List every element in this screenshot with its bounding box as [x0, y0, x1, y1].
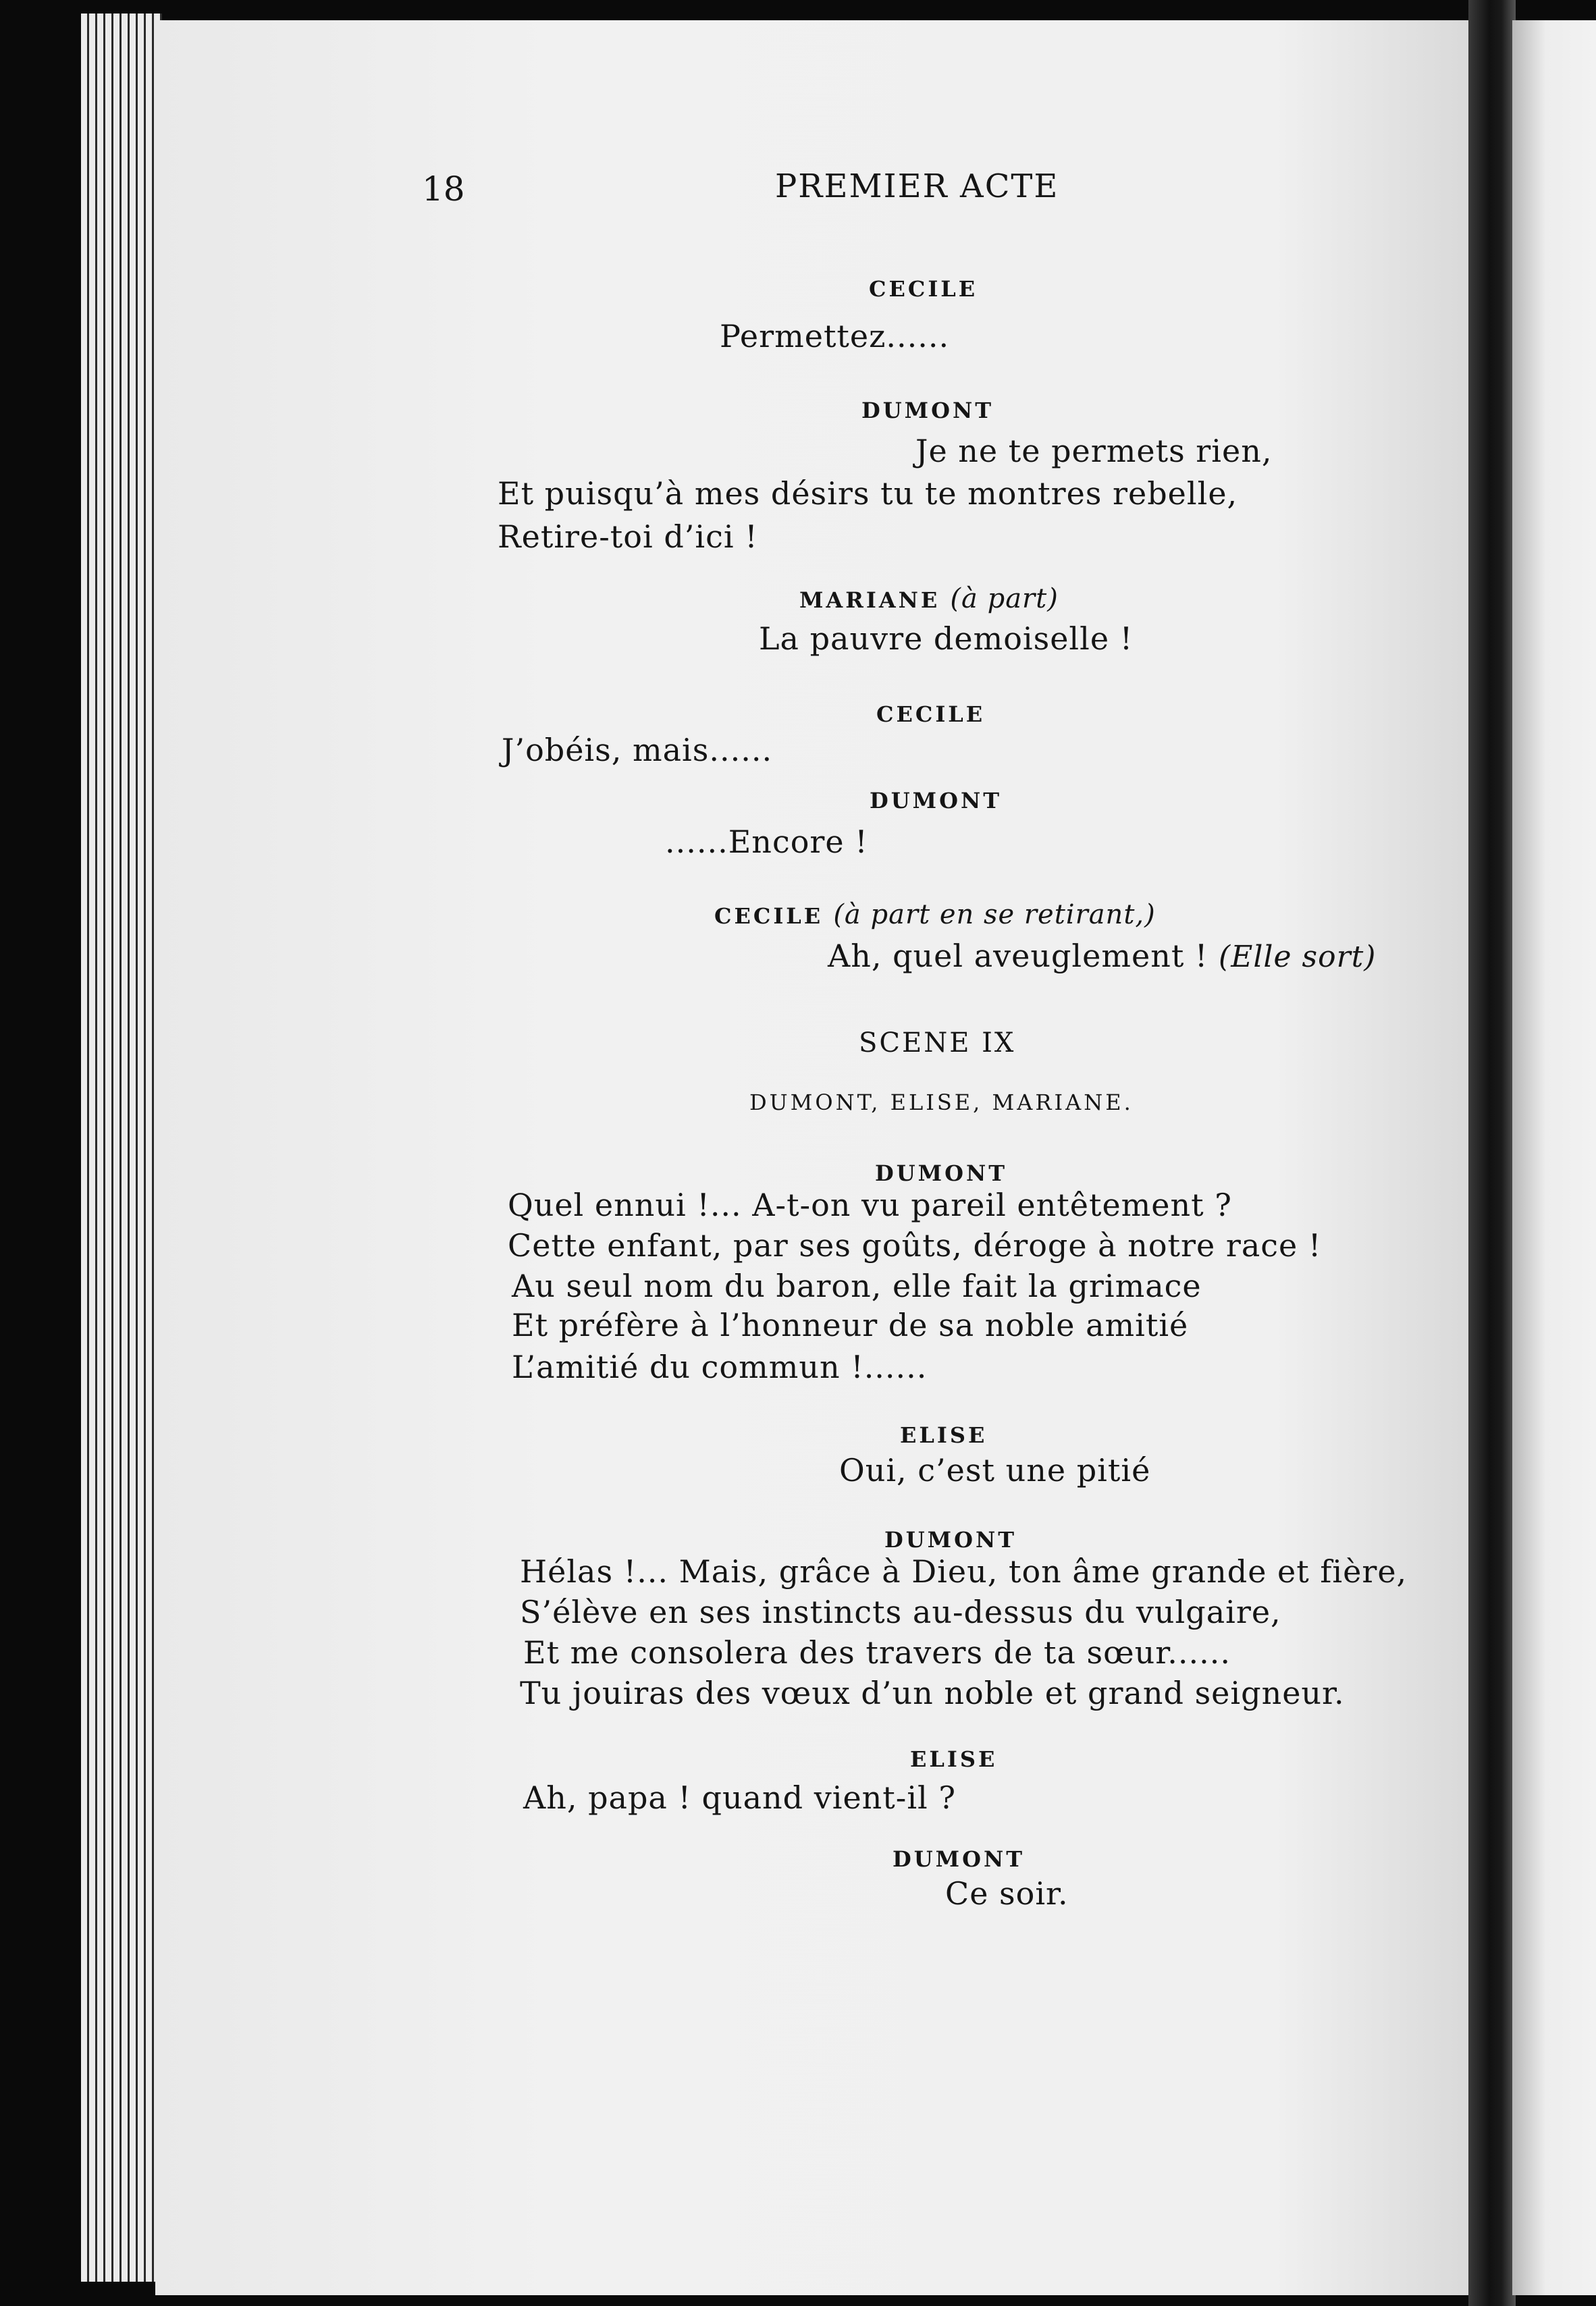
verse-line: Et me consolera des travers de ta sœur...... — [523, 1634, 1231, 1671]
verse-line: Ce soir. — [945, 1875, 1069, 1912]
speaker-name: CECILE — [869, 276, 978, 302]
speaker-name: ELISE — [900, 1422, 988, 1448]
speaker-name: MARIANE — [799, 587, 940, 613]
facing-page — [1512, 20, 1596, 2295]
stage-direction: (à part) — [950, 583, 1059, 614]
page-number: 18 — [422, 169, 465, 209]
speaker-name: DUMONT — [893, 1846, 1026, 1872]
speaker-with-direction — [799, 585, 1059, 612]
verse-line: J’obéis, mais...... — [502, 732, 773, 768]
verse-line: Au seul nom du baron, elle fait la grimace — [512, 1268, 1202, 1304]
verse-line: Tu jouiras des vœux d’un noble et grand seigneur. — [520, 1675, 1345, 1711]
verse-line: Hélas !... Mais, grâce à Dieu, ton âme grande et fière, — [520, 1553, 1408, 1590]
stage-direction: (à part en se retirant,) — [833, 899, 1156, 930]
verse-line: Oui, c’est une pitié — [839, 1452, 1151, 1489]
scene-heading: SCENE IX — [859, 1027, 1016, 1058]
speaker-name: CECILE — [876, 701, 986, 727]
verse-line: Je ne te permets rien, — [915, 433, 1273, 469]
verse-line: Quel ennui !... A-t-on vu pareil entêtement ? — [508, 1187, 1232, 1223]
scene-cast: DUMONT, ELISE, MARIANE. — [749, 1090, 1134, 1115]
book-gutter — [1468, 0, 1516, 2306]
verse-line: Retire-toi d’ici ! — [498, 518, 758, 555]
verse-line: ......Encore ! — [665, 824, 868, 860]
verse-line: La pauvre demoiselle ! — [759, 620, 1134, 657]
stage-direction: (Elle sort) — [1219, 940, 1377, 974]
speaker-name: ELISE — [910, 1746, 998, 1772]
speaker-with-direction — [714, 901, 1156, 928]
speaker-name: DUMONT — [870, 788, 1003, 813]
verse-line: Et puisqu’à mes désirs tu te montres rebelle, — [498, 475, 1238, 512]
page-edges — [81, 14, 162, 2282]
verse-line: Permettez...... — [720, 318, 950, 354]
verse-line: S’élève en ses instincts au-dessus du vulgaire, — [520, 1594, 1281, 1630]
verse-line: Cette enfant, par ses goûts, déroge à notre race ! — [508, 1227, 1322, 1264]
speaker-name: DUMONT — [861, 398, 994, 423]
running-title: PREMIER ACTE — [775, 167, 1059, 205]
speaker-name: DUMONT — [875, 1160, 1008, 1186]
book-page — [155, 20, 1472, 2295]
verse-line: Et préfère à l’honneur de sa noble amitié — [512, 1307, 1189, 1343]
speaker-name: CECILE — [714, 903, 824, 929]
speaker-name: DUMONT — [884, 1527, 1017, 1553]
verse-line: L’amitié du commun !...... — [512, 1349, 928, 1385]
verse-line: Ah, quel aveuglement ! — [828, 938, 1208, 974]
verse-line-with-direction — [828, 940, 1376, 972]
verse-line: Ah, papa ! quand vient-il ? — [523, 1779, 957, 1816]
